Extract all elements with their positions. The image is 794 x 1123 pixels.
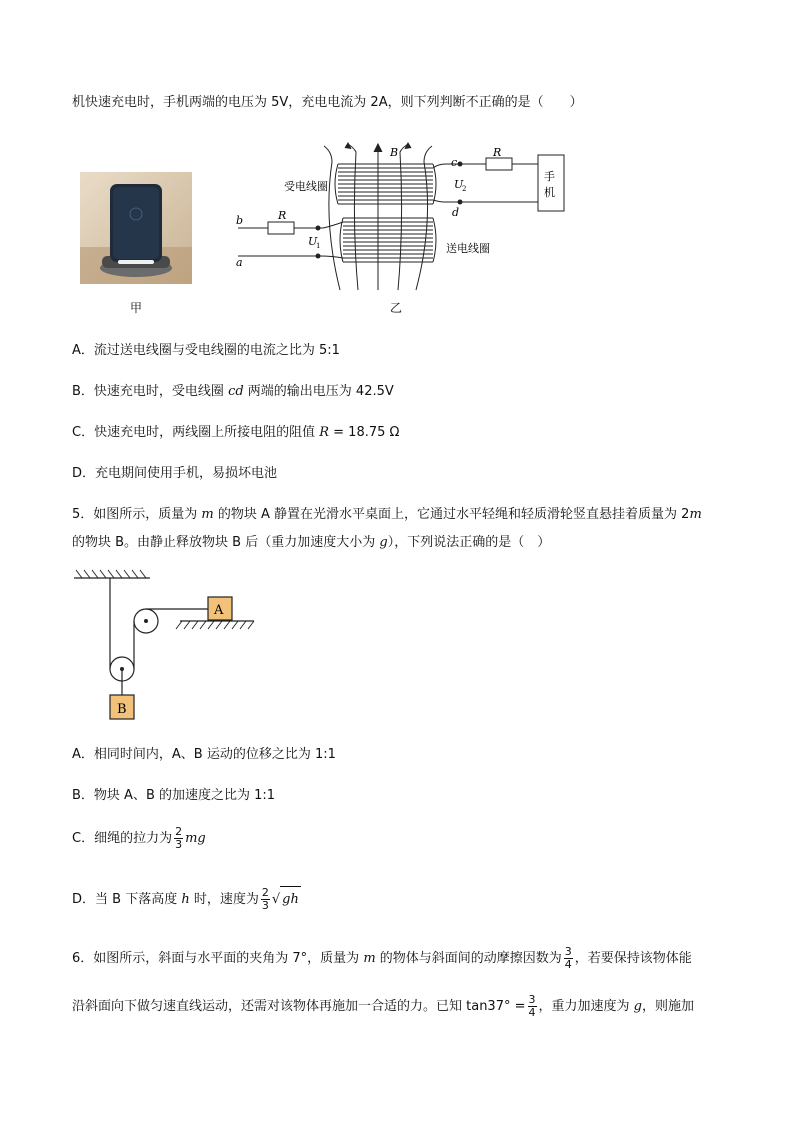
label-R-top: R (493, 146, 502, 159)
label-R-left: R (278, 209, 287, 222)
magnetic-field-lines (324, 144, 432, 290)
q5-option-b: B．物块 A、B 的加速度之比为 1:1 (72, 788, 276, 803)
label-phone-2: 机 (544, 186, 555, 199)
label-U1-sub: 1 (316, 242, 321, 250)
label-receive-coil: 受电线圈 (284, 180, 328, 193)
q4-option-a: A．流过送电线圈与受电线圈的电流之比为 5:1 (72, 343, 340, 358)
label-a: a (236, 256, 243, 269)
label-U1: U (308, 235, 318, 248)
q5-stem-line2: 的物块 B。由静止释放物块 B 后（重力加速度大小为 g），下列说法正确的是（ ） (72, 535, 551, 550)
fraction-two-thirds-d: $\frac{2}{3}$ (261, 886, 269, 912)
pulley-diagram (72, 566, 262, 726)
label-B: B (390, 146, 399, 159)
fraction-tan: $\frac{3}{4}$ (528, 993, 536, 1019)
coil-circuit-diagram (228, 142, 578, 292)
block-a-label: A (214, 603, 224, 618)
q5-stem-line1: 5．如图所示，质量为 m 的物块 A 静置在光滑水平桌面上，它通过水平轻绳和轻质滑轮竖直悬挂着质量为 2m (72, 507, 702, 522)
q5-option-a: A．相同时间内，A、B 运动的位移之比为 1:1 (72, 747, 336, 762)
q5-option-c: C．细绳的拉力为 $\frac{2}{3}$ mg (72, 825, 206, 851)
label-phone-1: 手 (544, 170, 555, 183)
block-b-label: B (117, 702, 127, 717)
label-send-coil: 送电线圈 (446, 242, 490, 255)
q4-option-b: B．快速充电时，受电线圈 cd 两端的输出电压为 42.5V (72, 384, 394, 399)
receive-coil-windings (335, 164, 436, 204)
figure-caption-jia: 甲 (130, 301, 143, 315)
label-U2-sub: 2 (462, 185, 467, 193)
q4-option-d: D．充电期间使用手机，易损坏电池 (72, 466, 278, 481)
q6-stem-line1: 6．如图所示，斜面与水平面的夹角为 7°，质量为 m 的物体与斜面间的动摩擦因数为 $\frac{3}{4}$ ，若要保持该物体能 (72, 945, 692, 971)
q4-option-c: C．快速充电时，两线圈上所接电阻的阻值 R = 18.75 Ω (72, 425, 400, 440)
charger-photo (80, 172, 192, 284)
label-U2: U (454, 178, 464, 191)
label-d: d (452, 206, 460, 219)
label-b: b (236, 214, 244, 227)
q6-stem-line2: 沿斜面向下做匀速直线运动，还需对该物体再施加一合适的力。已知 tan37° = $\frac{3}{4}$ ，重力加速度为 g，则施加 (72, 993, 694, 1019)
q5-option-d: D．当 B 下落高度 h 时，速度为 $\frac{2}{3}$ √ gh (72, 886, 299, 912)
figure-caption-yi: 乙 (390, 301, 403, 315)
label-c: c (451, 156, 458, 169)
fraction-two-thirds: $\frac{2}{3}$ (175, 825, 183, 851)
fraction-mu: $\frac{3}{4}$ (564, 945, 572, 971)
question-4-stem-end: 机快速充电时，手机两端的电压为 5V，充电电流为 2A，则下列判断不正确的是（ ） (72, 95, 583, 110)
